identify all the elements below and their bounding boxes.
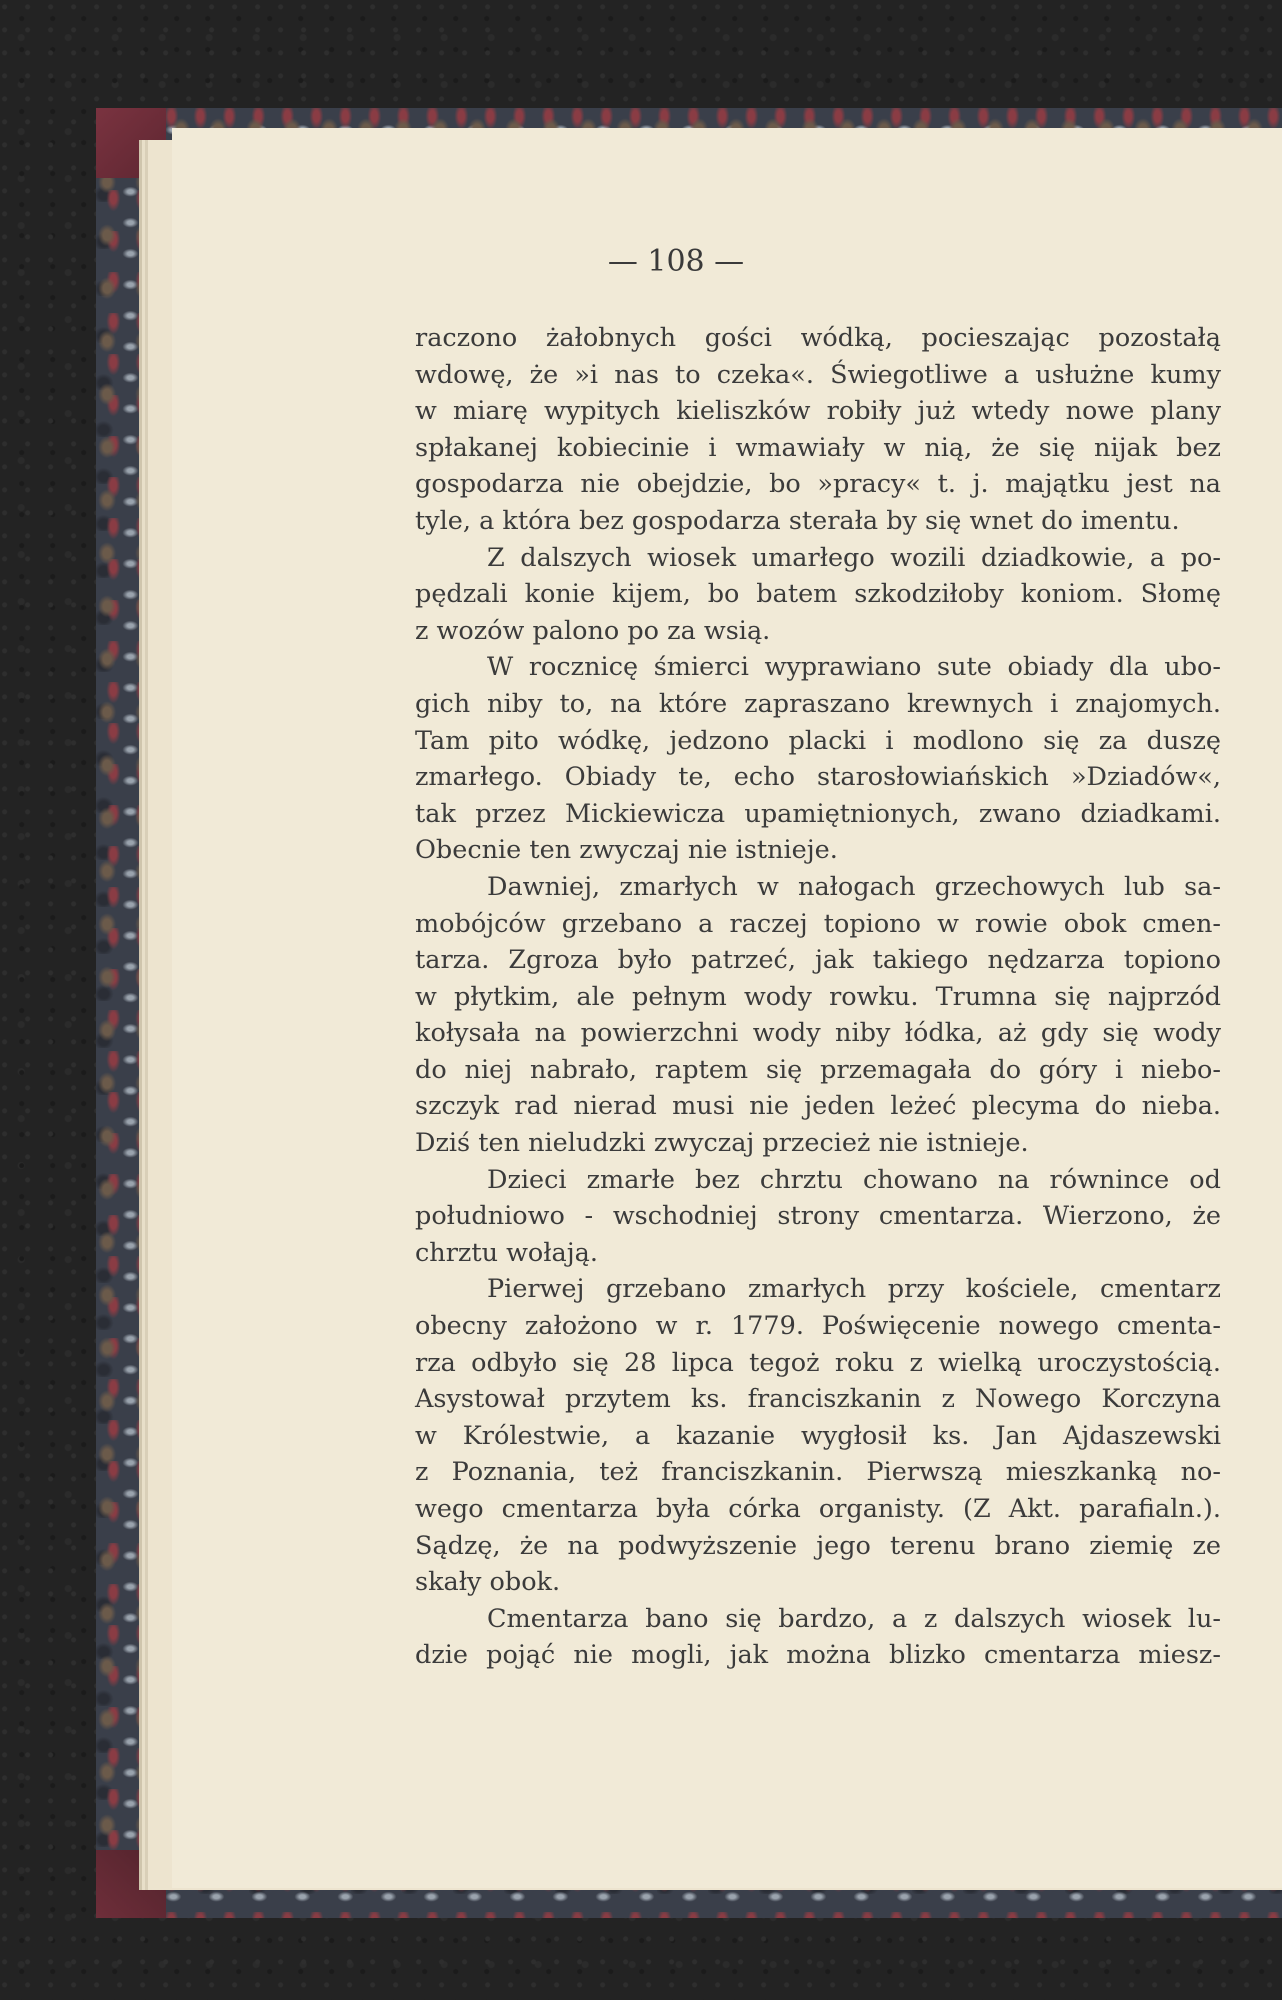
text-line: dzie pojąć nie mogli, jak można blizko cmentarza miesz- bbox=[415, 1640, 1221, 1671]
text-line: zmarłego. Obiady te, echo starosłowiańskich »Dziadów«, bbox=[415, 762, 1221, 793]
text-line: raczono żałobnych gości wódką, pocieszając pozostałą bbox=[415, 323, 1221, 353]
text-line: tak przez Mickiewicza upamiętnionych, zwano dziadkami. bbox=[415, 798, 1221, 829]
text-line: południowo - wschodniej strony cmentarza. Wierzono, że bbox=[415, 1201, 1221, 1232]
text-line: Cmentarza bano się bardzo, a z dalszych wiosek lu- bbox=[487, 1603, 1221, 1634]
text-line: Obecnie ten zwyczaj nie istnieje. bbox=[415, 835, 838, 866]
text-line: gich niby to, na które zapraszano krewnych i znajomych. bbox=[415, 688, 1221, 719]
text-line: wdowę, że »i nas to czeka«. Świegotliwe a usłużne kumy bbox=[415, 359, 1221, 390]
text-line: obecny założono w r. 1779. Poświęcenie nowego cmenta- bbox=[415, 1311, 1221, 1342]
text-line: rza odbyło się 28 lipca tegoż roku z wielką uroczystością. bbox=[415, 1347, 1221, 1378]
text-line: w płytkim, ale pełnym wody rowku. Trumna się najprzód bbox=[415, 981, 1221, 1012]
body-text bbox=[415, 320, 1221, 1674]
text-line: w miarę wypitych kieliszków robiły już wtedy nowe plany bbox=[415, 396, 1221, 427]
text-line: Dziś ten nieludzki zwyczaj przecież nie istnieje. bbox=[415, 1128, 1029, 1159]
text-line: spłakanej kobiecinie i wmawiały w nią, że się nijak bez bbox=[415, 432, 1221, 463]
text-line: Pierwej grzebano zmarłych przy kościele, cmentarz bbox=[487, 1274, 1221, 1305]
text-line: w Królestwie, a kazanie wygłosił ks. Jan Ajdaszewski bbox=[415, 1420, 1221, 1451]
text-line: skały obok. bbox=[415, 1567, 561, 1598]
text-line: W rocznicę śmierci wyprawiano sute obiady dla ubo- bbox=[487, 652, 1221, 683]
text-line: z Poznania, też franciszkanin. Pierwszą mieszkanką no- bbox=[415, 1457, 1221, 1488]
text-line: szczyk rad nierad musi nie jeden leżeć plecyma do nieba. bbox=[415, 1091, 1221, 1122]
text-line: z wozów palono po za wsią. bbox=[415, 615, 771, 646]
text-line: Tam pito wódkę, jedzono placki i modlono się za duszę bbox=[415, 725, 1221, 756]
text-line: kołysała na powierzchni wody niby łódka, aż gdy się wody bbox=[415, 1018, 1221, 1049]
text-line: mobójców grzebano a raczej topiono w rowie obok cmen- bbox=[415, 908, 1221, 939]
page-number: — 108 — bbox=[607, 244, 745, 279]
text-line: wego cmentarza była córka organisty. (Z Akt. parafialn.). bbox=[415, 1494, 1221, 1524]
text-line: Dawniej, zmarłych w nałogach grzechowych lub sa- bbox=[487, 871, 1221, 902]
text-line: Asystował przytem ks. franciszkanin z Nowego Korczyna bbox=[415, 1384, 1221, 1415]
text-line: Z dalszych wiosek umarłego wozili dziadkowie, a po- bbox=[487, 542, 1221, 573]
text-line: tyle, a która bez gospodarza sterała by się wnet do imentu. bbox=[415, 505, 1180, 536]
text-line: do niej nabrało, raptem się przemagała do góry i niebo- bbox=[415, 1054, 1221, 1085]
text-line: chrztu wołają. bbox=[415, 1237, 598, 1268]
text-line: tarza. Zgroza było patrzeć, jak takiego nędzarza topiono bbox=[415, 945, 1221, 976]
text-line: Sądzę, że na podwyższenie jego terenu brano ziemię ze bbox=[415, 1530, 1221, 1561]
text-line: pędzali konie kijem, bo batem szkodziłoby koniom. Słomę bbox=[415, 579, 1221, 610]
text-line: Dzieci zmarłe bez chrztu chowano na równince od bbox=[487, 1164, 1221, 1195]
text-line: gospodarza nie obejdzie, bo »pracy« t. j. majątku jest na bbox=[415, 469, 1221, 500]
